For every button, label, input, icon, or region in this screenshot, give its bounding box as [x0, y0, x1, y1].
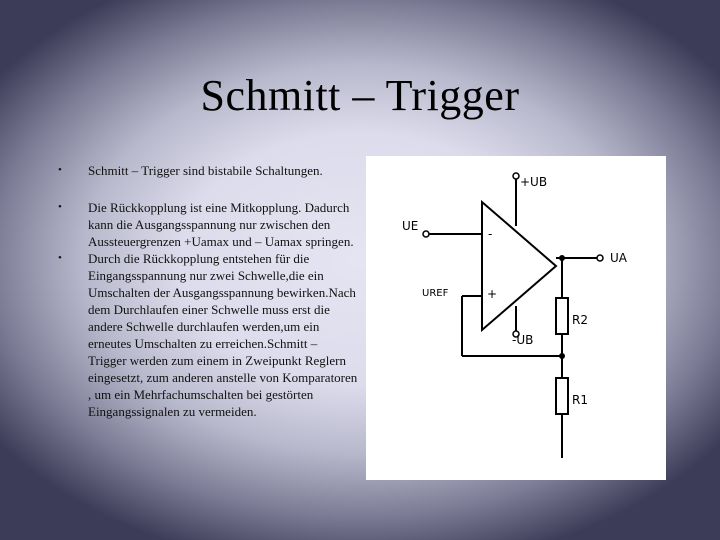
label-ue: UE: [402, 219, 419, 233]
slide-title: Schmitt – Trigger: [200, 71, 520, 120]
bullet-symbol: •: [58, 201, 62, 213]
opamp-triangle: [482, 202, 556, 330]
label-plus-ub: +UB: [520, 175, 548, 189]
label-r2: R2: [572, 313, 588, 327]
label-uref: UREF: [422, 288, 449, 299]
bullet-symbol: •: [58, 252, 62, 264]
bullet-symbol: •: [58, 164, 62, 176]
bullet-item-1: [58, 162, 358, 179]
label-ua: UA: [610, 251, 627, 265]
bullet-text-2: Die Rückkopplung ist eine Mitkopplung. Dadurch kann die Ausgangsspannung nur zwischen den Aussteuergrenzen +Uamax und – Uamax springen.: [88, 200, 354, 249]
bullet-text-1: Schmitt – Trigger sind bistabile Schaltungen.: [88, 163, 323, 178]
bullet-item-2: [58, 199, 358, 250]
bullet-text-3: Durch die Rückkopplung entstehen für die Eingangsspannung nur zwei Schwelle,die ein Umschalten der Ausgangsspannung bewirken.Nach dem Durchlaufen einer Schwelle muss erst die andere Schwelle durchlaufen werden,um ein erneutes Umschalten zu erreichen.Schmitt – Trigger werden zum einem in Zweipunkt Reglern eingesetzt, zum anderen anstelle von Komparatoren , um ein Mehrfachumschalten bei gestörten Eingangssignalen zu vermeiden.: [88, 251, 358, 419]
label-r1: R1: [572, 393, 588, 407]
schmitt-trigger-circuit-diagram: [366, 156, 666, 480]
label-minus-ub: -UB: [512, 333, 534, 347]
label-minus-input: -: [488, 227, 493, 241]
resistor-r1: [556, 378, 568, 414]
label-plus-input: +: [487, 287, 498, 301]
circuit-svg: [366, 156, 666, 480]
bullet-item-3: [58, 250, 358, 420]
bullet-list: [58, 162, 358, 440]
resistor-r2: [556, 298, 568, 334]
